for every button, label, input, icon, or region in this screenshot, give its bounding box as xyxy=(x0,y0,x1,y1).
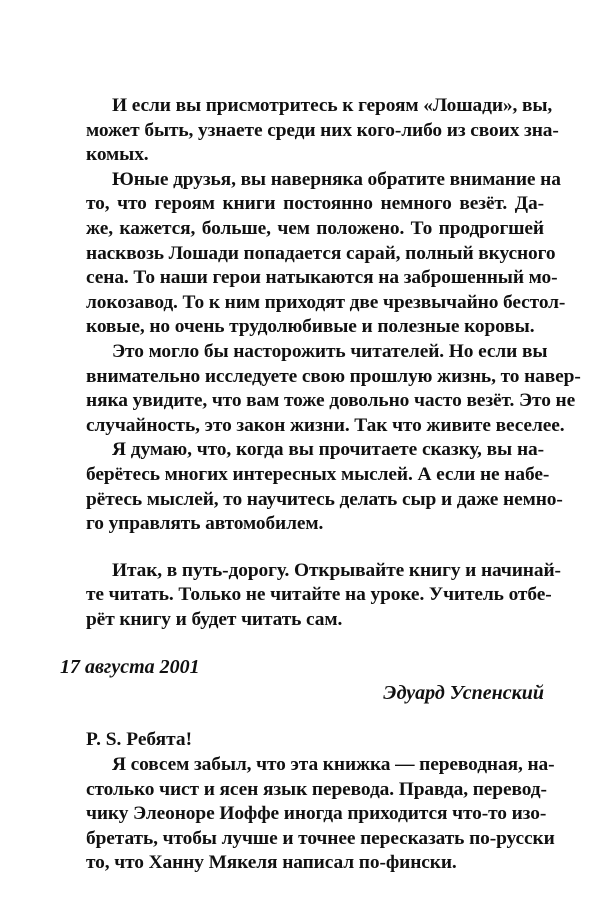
spacer xyxy=(60,706,544,728)
text-line: берётесь многих интересных мыслей. А если не набе- xyxy=(86,463,550,485)
text-line: Я думаю, что, когда вы прочитаете сказку, вы на- xyxy=(112,439,544,461)
text-line: же, кажется, больше, чем положено. То продрогшей xyxy=(86,217,544,239)
text-line: няка увидите, что вам тоже довольно часто везёт. Это не xyxy=(86,390,576,412)
text-line: столько чист и ясен язык перевода. Правда, перевод- xyxy=(86,778,547,800)
text-line: те читать. Только не читайте на уроке. Учитель отбе- xyxy=(86,584,552,606)
text-line: И если вы присмотритесь к героям «Лошади», вы, xyxy=(112,95,553,116)
paragraph-2 xyxy=(60,168,566,340)
spacer xyxy=(60,632,544,654)
text-line: Это могло бы насторожить читателей. Но если вы xyxy=(112,340,548,362)
paragraph-1 xyxy=(60,94,559,168)
text-line: Юные друзья, вы наверняка обратите внимание на xyxy=(112,168,561,190)
text-line: рётесь мыслей, то научитесь делать сыр и даже немно- xyxy=(86,488,563,510)
text-line: го управлять автомобилем. xyxy=(86,513,324,535)
text-line: случайность, это закон жизни. Так что живите веселее. xyxy=(86,414,565,436)
text-line: чику Элеоноре Иоффе иногда приходится что-то изо- xyxy=(86,803,547,825)
postscript-paragraph xyxy=(60,753,555,876)
text-line: ковые, но очень трудолюбивые и полезные коровы. xyxy=(86,316,535,338)
text-line: комых. xyxy=(86,144,149,166)
text-line: то, что Ханну Мякеля написал по-фински. xyxy=(86,852,457,874)
text-line: бретать, чтобы лучше и точнее пересказать по-русски xyxy=(86,827,555,849)
paragraph-4 xyxy=(60,438,563,536)
text-line: локозавод. То к ним приходят две чрезвычайно бестол- xyxy=(86,291,566,313)
author-signature: Эдуард Успенский xyxy=(383,682,544,705)
text-line: рёт книгу и будет читать сам. xyxy=(86,608,343,630)
text-line: Итак, в путь-дорогу. Открывайте книгу и начинай- xyxy=(112,559,561,581)
book-page xyxy=(60,94,581,876)
date-line: 17 августа 2001 xyxy=(60,656,200,679)
text-line: сена. То наши герои натыкаются на заброшенный мо- xyxy=(86,267,558,289)
paragraph-5 xyxy=(60,559,561,633)
spacer xyxy=(60,537,544,559)
paragraph-3 xyxy=(60,340,581,438)
text-line: Я совсем забыл, что эта книжка — переводная, на- xyxy=(112,754,555,776)
postscript-title: P. S. Ребята! xyxy=(86,729,193,751)
text-line: внимательно исследуете свою прошлую жизнь, то навер- xyxy=(86,365,581,387)
text-line: насквозь Лошади попадается сарай, полный вкусного xyxy=(86,242,556,264)
text-line: может быть, узнаете среди них кого-либо из своих зна- xyxy=(86,119,559,141)
text-line: то, что героям книги постоянно немного везёт. Да- xyxy=(86,193,544,215)
